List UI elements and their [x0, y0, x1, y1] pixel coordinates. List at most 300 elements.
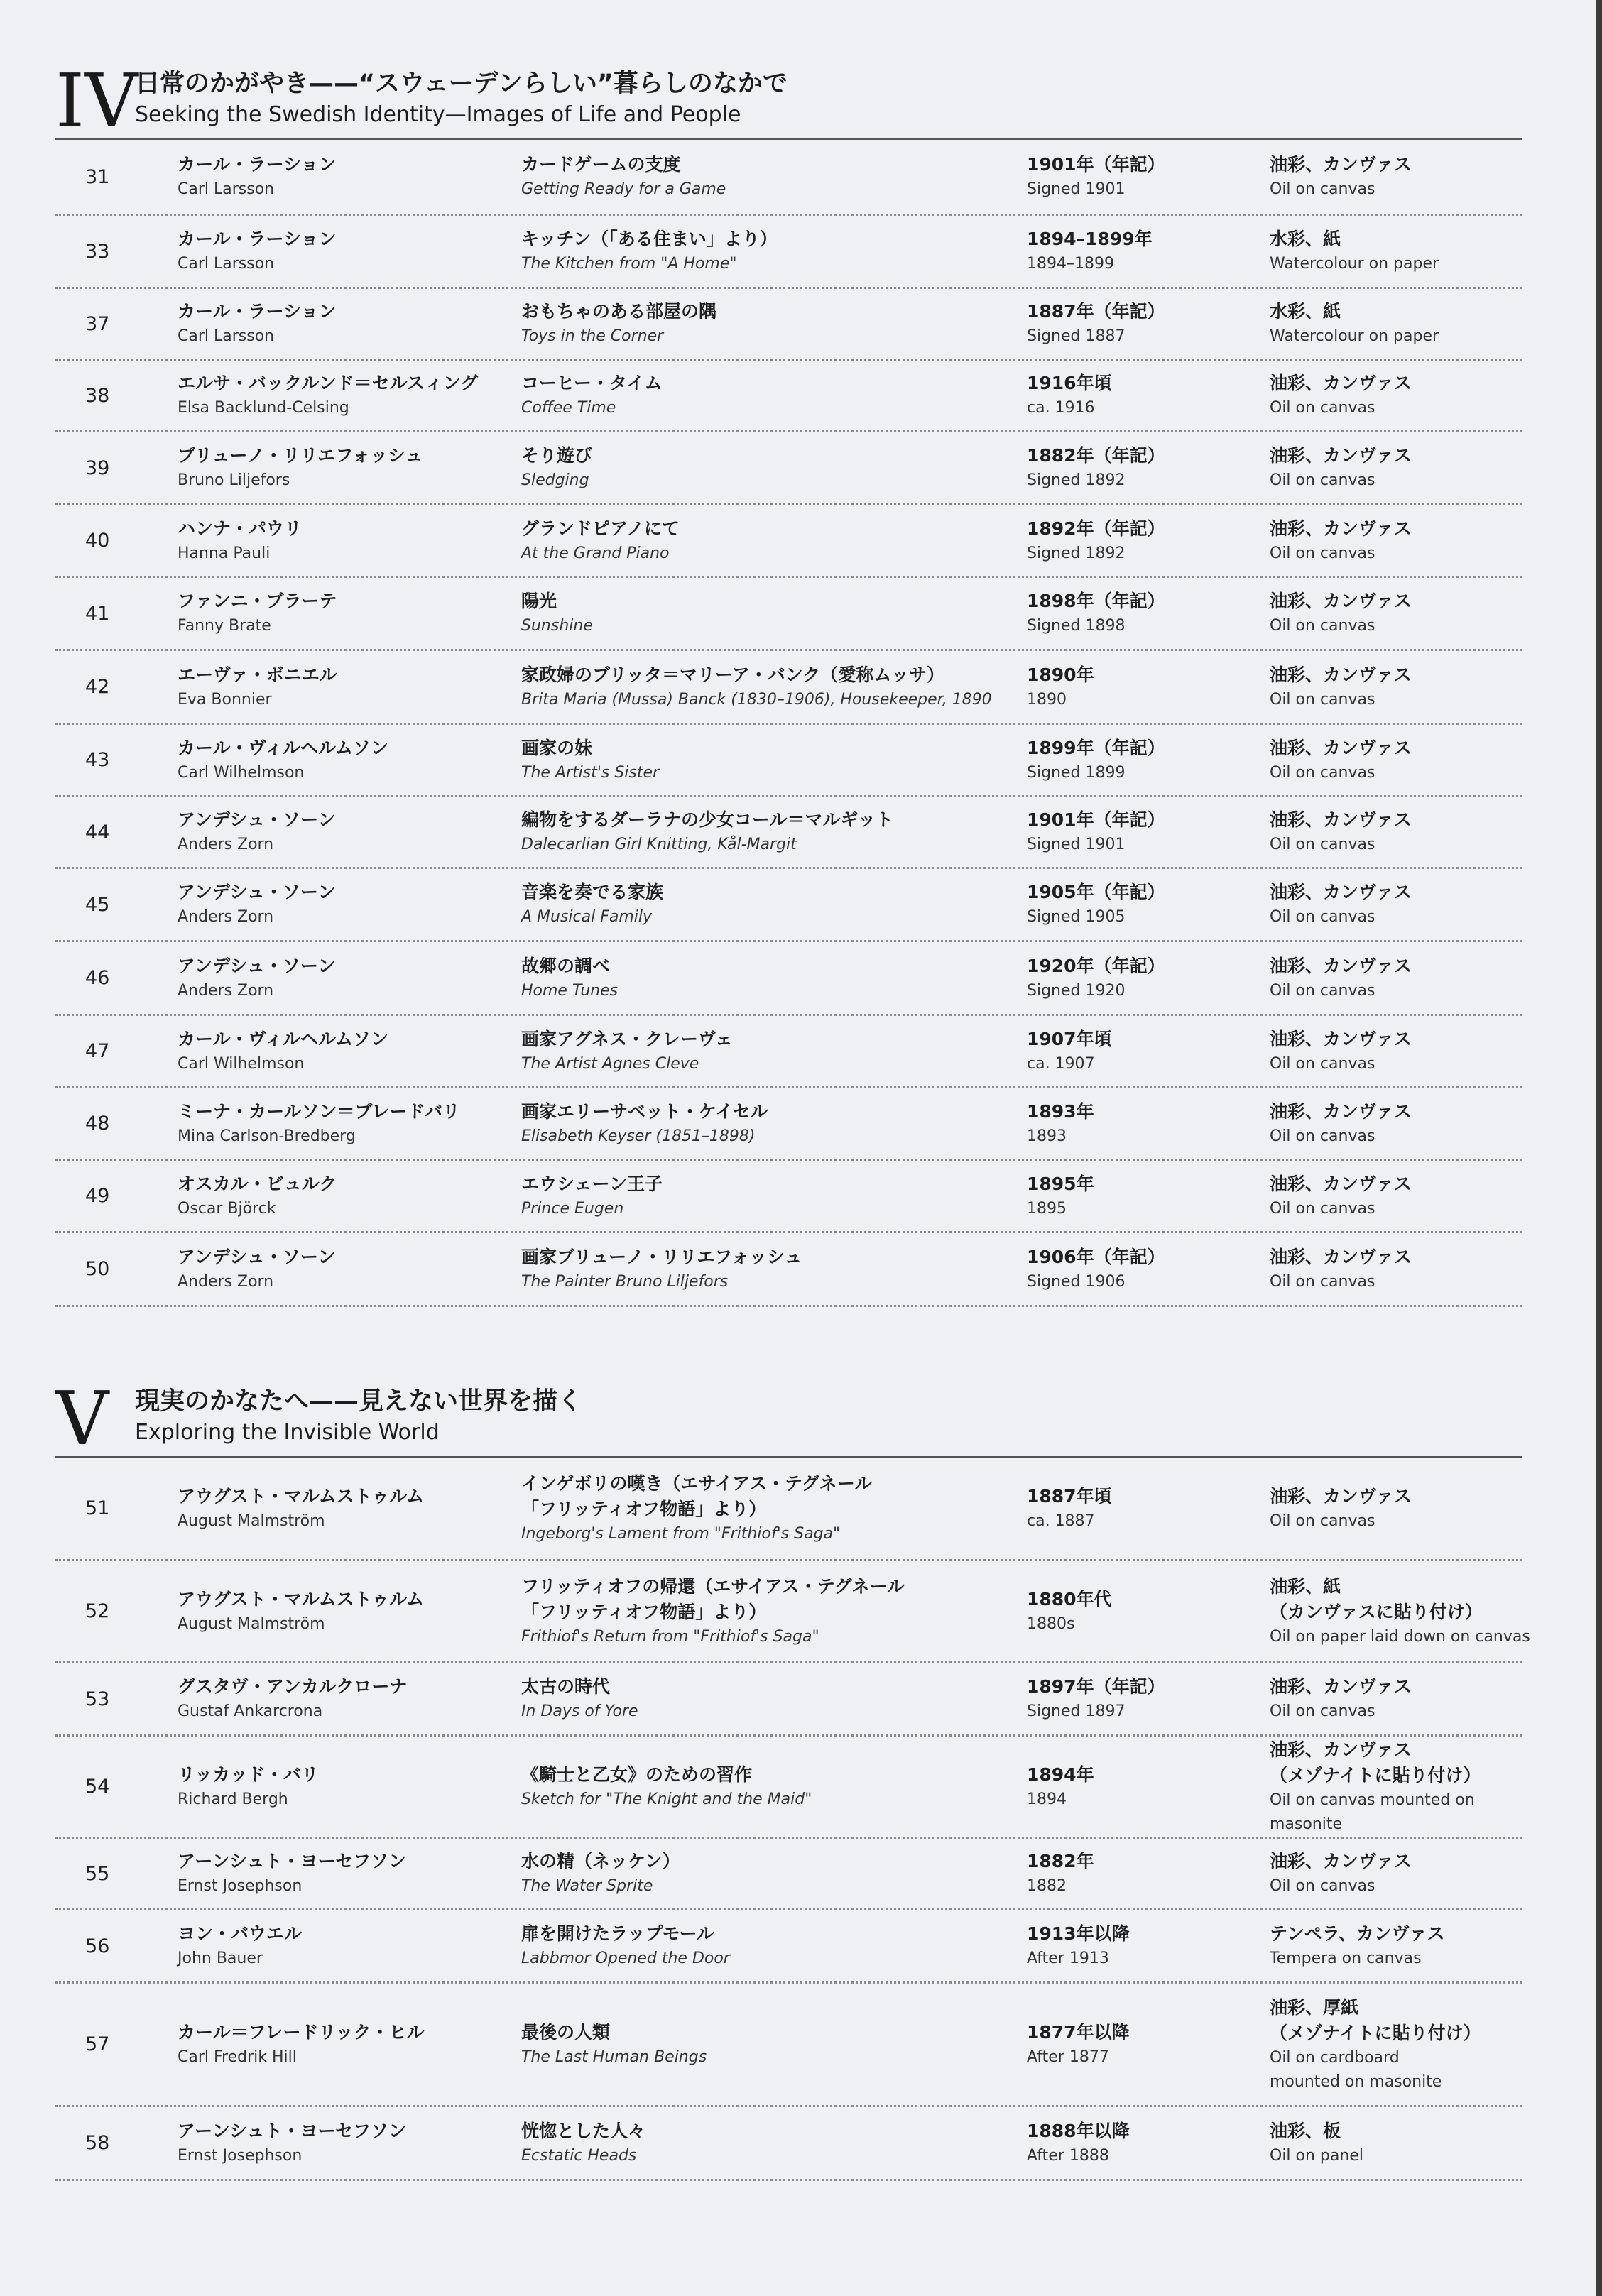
date-cell [1027, 1921, 1270, 1971]
medium-en: Oil on canvas [1270, 690, 1375, 709]
artist-cell [178, 880, 521, 929]
medium-cell [1270, 880, 1540, 929]
artist-name-jp: アーンシュト・ヨーセフソン [178, 2120, 407, 2141]
artist-name-en: Elsa Backlund-Celsing [178, 399, 349, 417]
artist-name-jp: アンデシュ・ソーン [178, 809, 336, 830]
medium-cell [1270, 371, 1540, 420]
artist-name-jp: カール・ヴィルヘルムソン [178, 737, 389, 758]
section-header [55, 1375, 1522, 1462]
date-cell [1027, 662, 1270, 712]
medium-cell [1270, 1674, 1540, 1724]
date-en: Signed 1898 [1027, 617, 1126, 635]
date-en: Signed 1892 [1027, 544, 1126, 562]
medium-cell [1270, 1245, 1540, 1294]
medium-cell [1270, 1849, 1540, 1898]
date-jp: 1901年（年記） [1027, 154, 1165, 175]
medium-en: Oil on canvas [1270, 544, 1375, 562]
date-jp: 1895年 [1027, 1173, 1094, 1194]
catalogue-row [55, 1088, 1522, 1161]
medium-en: Oil on canvas [1270, 1127, 1375, 1145]
date-jp: 1894–1899年 [1027, 229, 1153, 249]
date-en: 1890 [1027, 690, 1067, 709]
artist-cell [178, 1762, 521, 1812]
section-titles [132, 67, 788, 134]
date-en: 1894–1899 [1027, 255, 1114, 273]
artist-cell [178, 807, 521, 857]
artist-name-en: Carl Wilhelmson [178, 763, 305, 782]
medium-en: Oil on canvas [1270, 1054, 1375, 1073]
title-en: Elisabeth Keyser (1851–1898) [521, 1127, 756, 1145]
date-cell [1027, 443, 1270, 493]
date-en: 1895 [1027, 1199, 1067, 1218]
medium-en: Oil on canvas [1270, 1702, 1375, 1720]
catalogue-number: 57 [85, 2033, 110, 2055]
date-jp: 1890年 [1027, 664, 1094, 685]
medium-cell [1270, 516, 1540, 566]
medium-jp: 水彩、紙 [1270, 301, 1341, 322]
title-en: In Days of Yore [521, 1702, 638, 1720]
artist-cell [178, 2119, 521, 2168]
artist-name-jp: ハンナ・パウリ [178, 518, 303, 539]
title-cell [521, 1574, 1027, 1649]
artist-cell [178, 662, 521, 712]
title-cell [521, 1762, 1027, 1812]
date-jp: 1882年 [1027, 1851, 1094, 1871]
date-jp: 1877年以降 [1027, 2021, 1130, 2043]
title-cell [521, 226, 1027, 276]
date-cell [1027, 589, 1270, 638]
date-en: ca. 1916 [1027, 399, 1095, 417]
date-jp: 1880年代 [1027, 1588, 1112, 1609]
medium-jp: 油彩、カンヴァス [1270, 591, 1412, 611]
date-en: Signed 1897 [1027, 1702, 1126, 1720]
section-header [55, 58, 1522, 144]
medium-jp: 油彩、カンヴァス [1270, 1485, 1412, 1507]
medium-jp: 油彩、カンヴァス [1270, 1851, 1412, 1871]
title-jp: フリッティオフの帰還（エサイアス・テグネール [521, 1575, 905, 1597]
date-en: Signed 1905 [1027, 908, 1126, 926]
date-en: Signed 1906 [1027, 1272, 1126, 1291]
title-cell [521, 1921, 1027, 1971]
section-gap [55, 1307, 1522, 1385]
date-en: Signed 1920 [1027, 981, 1126, 1000]
catalogue-content [55, 58, 1530, 2181]
date-cell [1027, 1484, 1270, 1534]
artist-cell [178, 443, 521, 493]
title-jp: そり遊び [521, 445, 593, 466]
catalogue-row [55, 1910, 1522, 1984]
title-jp: 陽光 [521, 591, 557, 611]
date-jp: 1894年 [1027, 1764, 1094, 1785]
artist-cell [178, 1484, 521, 1534]
artist-cell [178, 1027, 521, 1076]
medium-en: Oil on cardboard [1270, 2048, 1400, 2067]
date-cell [1027, 2119, 1270, 2168]
medium-jp: 油彩、カンヴァス [1270, 737, 1412, 758]
medium-en: Watercolour on paper [1270, 255, 1439, 273]
title-en: Brita Maria (Mussa) Banck (1830–1906), Housekeeper, 1890 [521, 690, 992, 709]
medium-en: Oil on canvas [1270, 399, 1375, 417]
artist-name-jp: アンデシュ・ソーン [178, 955, 336, 976]
medium-cell [1270, 953, 1540, 1003]
catalogue-number: 46 [85, 967, 110, 989]
artist-name-en: Carl Wilhelmson [178, 1054, 305, 1073]
date-jp: 1893年 [1027, 1100, 1094, 1122]
section-title-jp: 日常のかがやき——“スウェーデンらしい”暮らしのなかで [135, 70, 788, 98]
artist-name-en: Carl Larsson [178, 180, 275, 198]
title-en: The Artist's Sister [521, 763, 660, 782]
title-en: The Water Sprite [521, 1877, 653, 1895]
catalogue-row [55, 1016, 1522, 1088]
title-cell [521, 152, 1027, 202]
artist-name-en: Bruno Liljefors [178, 471, 290, 489]
date-jp: 1913年以降 [1027, 1923, 1130, 1944]
artist-name-jp: アウグスト・マルムストゥルム [178, 1485, 425, 1507]
medium-jp: 水彩、紙 [1270, 229, 1341, 249]
date-jp: 1907年頃 [1027, 1028, 1112, 1049]
title-jp: 故郷の調べ [521, 955, 611, 976]
artist-name-en: Mina Carlson-Bredberg [178, 1127, 356, 1145]
catalogue-number: 45 [85, 893, 110, 916]
title-jp: エウシェーン王子 [521, 1173, 663, 1194]
title-jp: グランドピアノにて [521, 518, 680, 539]
date-jp: 1899年（年記） [1027, 737, 1165, 758]
date-en: 1894 [1027, 1790, 1067, 1808]
medium-cell [1270, 299, 1540, 349]
title-jp: 「フリッティオフ物語」より） [521, 1498, 767, 1519]
title-en: Sketch for "The Knight and the Maid" [521, 1790, 812, 1808]
artist-name-jp: アンデシュ・ソーン [178, 1246, 336, 1267]
medium-en: Oil on canvas [1270, 1272, 1375, 1291]
medium-cell [1270, 443, 1540, 493]
date-en: After 1888 [1027, 2146, 1109, 2165]
date-cell [1027, 1099, 1270, 1149]
date-en: Signed 1901 [1027, 836, 1126, 853]
date-en: After 1877 [1027, 2048, 1109, 2066]
artist-name-en: Anders Zorn [178, 836, 274, 853]
title-jp: 水の精（ネッケン） [521, 1851, 680, 1871]
date-jp: 1892年（年記） [1027, 518, 1165, 539]
artist-name-jp: カール・ラーション [178, 301, 337, 322]
medium-jp: （カンヴァスに貼り付け） [1270, 1601, 1483, 1622]
medium-cell [1270, 1574, 1540, 1649]
artist-name-en: Anders Zorn [178, 908, 274, 926]
title-jp: 画家アグネス・クレーヴェ [521, 1028, 734, 1049]
catalogue-row [55, 869, 1522, 942]
medium-jp: 油彩、紙 [1270, 1575, 1341, 1597]
artist-name-en: Gustaf Ankarcrona [178, 1702, 323, 1720]
artist-name-jp: カール・ラーション [178, 229, 337, 249]
title-jp: キッチン（「ある住まい」より） [521, 229, 778, 249]
date-en: Signed 1887 [1027, 327, 1126, 345]
date-cell [1027, 736, 1270, 785]
title-cell [521, 1027, 1027, 1076]
medium-cell [1270, 1027, 1540, 1076]
catalogue-number: 47 [85, 1040, 110, 1062]
artist-cell [178, 1674, 521, 1724]
date-jp: 1887年（年記） [1027, 301, 1165, 322]
artist-name-jp: オスカル・ビュルク [178, 1173, 337, 1194]
date-jp: 1882年（年記） [1027, 445, 1165, 466]
catalogue-row [55, 2107, 1522, 2181]
medium-cell [1270, 1995, 1540, 2094]
date-jp: 1888年以降 [1027, 2120, 1130, 2141]
medium-jp: 油彩、カンヴァス [1270, 1246, 1412, 1267]
title-en: Frithiof's Return from "Frithiof's Saga" [521, 1627, 819, 1646]
artist-name-jp: ミーナ・カールソン＝ブレードバリ [178, 1100, 461, 1122]
title-cell [521, 516, 1027, 566]
medium-jp: 油彩、厚紙 [1270, 1996, 1359, 2018]
catalogue-row [55, 505, 1522, 578]
artist-name-en: Ernst Josephson [178, 2146, 303, 2165]
artist-name-en: John Bauer [178, 1950, 263, 1967]
catalogue-row [55, 1458, 1522, 1561]
artist-cell [178, 516, 521, 566]
title-en: Dalecarlian Girl Knitting, Kål-Margit [521, 836, 797, 853]
medium-jp: 油彩、カンヴァス [1270, 1100, 1412, 1122]
medium-jp: 油彩、カンヴァス [1270, 882, 1412, 902]
section-title-jp: 現実のかなたへ——見えない世界を描く [135, 1387, 583, 1416]
title-en: At the Grand Piano [521, 544, 670, 562]
medium-cell [1270, 1171, 1540, 1221]
title-jp: 恍惚とした人々 [521, 2120, 646, 2141]
catalogue-number: 38 [85, 384, 110, 407]
title-en: The Painter Bruno Liljefors [521, 1272, 729, 1291]
catalogue-number: 37 [85, 312, 110, 335]
artist-cell [178, 1921, 521, 1971]
date-en: Signed 1899 [1027, 763, 1126, 782]
date-jp: 1897年（年記） [1027, 1676, 1165, 1697]
artist-name-jp: アンデシュ・ソーン [178, 882, 336, 902]
catalogue-row [55, 1663, 1522, 1737]
title-en: A Musical Family [521, 908, 653, 926]
title-cell [521, 662, 1027, 712]
catalogue-number: 33 [85, 240, 110, 263]
artist-name-en: Hanna Pauli [178, 544, 271, 562]
medium-en: Oil on canvas [1270, 908, 1375, 926]
title-en: The Artist Agnes Cleve [521, 1054, 699, 1073]
title-cell [521, 1245, 1027, 1294]
artist-name-jp: ファンニ・ブラーテ [178, 591, 337, 611]
catalogue-number: 50 [85, 1258, 110, 1280]
title-cell [521, 1471, 1027, 1546]
medium-en: Oil on canvas [1270, 1199, 1375, 1218]
medium-en: Watercolour on paper [1270, 327, 1439, 345]
catalogue-number: 56 [85, 1935, 110, 1957]
medium-cell [1270, 807, 1540, 857]
title-cell [521, 1171, 1027, 1221]
title-jp: おもちゃのある部屋の隅 [521, 301, 717, 322]
catalogue-number: 43 [85, 749, 110, 771]
medium-en: Oil on canvas [1270, 471, 1375, 489]
date-cell [1027, 1762, 1270, 1812]
date-en: Signed 1901 [1027, 180, 1126, 198]
medium-jp: 油彩、カンヴァス [1270, 445, 1412, 466]
artist-name-en: August Malmström [178, 1614, 325, 1633]
catalogue-row [55, 432, 1522, 505]
catalogue-row [55, 361, 1522, 432]
title-jp: インゲボリの嘆き（エサイアス・テグネール [521, 1472, 873, 1494]
title-jp: カードゲームの支度 [521, 154, 681, 175]
artist-name-en: Carl Fredrik Hill [178, 2048, 297, 2066]
date-en: 1880s [1027, 1614, 1075, 1633]
catalogue-row [55, 140, 1522, 216]
artist-name-en: Richard Bergh [178, 1790, 288, 1808]
date-jp: 1898年（年記） [1027, 591, 1165, 611]
catalogue-row [55, 797, 1522, 869]
title-en: Labbmor Opened the Door [521, 1950, 730, 1967]
artist-name-en: Eva Bonnier [178, 690, 272, 709]
medium-en: Tempera on canvas [1270, 1950, 1422, 1967]
artist-cell [178, 1849, 521, 1898]
catalogue-number: 53 [85, 1688, 110, 1710]
date-jp: 1906年（年記） [1027, 1246, 1165, 1267]
catalogue-row [55, 1561, 1530, 1663]
title-cell [521, 1849, 1027, 1898]
title-cell [521, 736, 1027, 785]
title-cell [521, 443, 1027, 493]
date-en: After 1913 [1027, 1950, 1109, 1967]
artist-name-jp: エルサ・バックルンド＝セルスィング [178, 373, 479, 393]
artist-cell [178, 736, 521, 785]
medium-cell [1270, 736, 1540, 785]
title-en: Ecstatic Heads [521, 2146, 637, 2165]
date-cell [1027, 1674, 1270, 1724]
artist-name-jp: アウグスト・マルムストゥルム [178, 1588, 425, 1609]
title-cell [521, 299, 1027, 349]
artist-cell [178, 1245, 521, 1294]
section-numeral: IV [55, 58, 138, 144]
title-en: The Kitchen from "A Home" [521, 255, 737, 273]
title-jp: 家政婦のブリッタ＝マリーア・バンク（愛称ムッサ） [521, 664, 945, 685]
medium-cell [1270, 1921, 1540, 1971]
date-jp: 1901年（年記） [1027, 809, 1165, 830]
medium-jp: 油彩、カンヴァス [1270, 809, 1412, 830]
medium-cell [1270, 1737, 1540, 1837]
title-jp: 画家の妹 [521, 737, 593, 758]
title-en: Getting Ready for a Game [521, 180, 726, 198]
catalogue-number: 58 [85, 2132, 110, 2154]
medium-jp: 油彩、カンヴァス [1270, 955, 1412, 976]
medium-en: Oil on panel [1270, 2146, 1363, 2165]
catalogue-number: 44 [85, 821, 110, 843]
title-jp: 《騎士と乙女》のための習作 [521, 1764, 753, 1785]
medium-en: Oil on canvas [1270, 617, 1375, 635]
date-cell [1027, 1245, 1270, 1294]
artist-name-en: Carl Larsson [178, 255, 275, 273]
artist-name-en: Ernst Josephson [178, 1877, 303, 1895]
catalogue-number: 48 [85, 1113, 110, 1135]
title-jp: 太古の時代 [521, 1676, 611, 1697]
medium-cell [1270, 2119, 1540, 2168]
title-cell [521, 880, 1027, 929]
catalogue-row [55, 1839, 1522, 1910]
artist-cell [178, 953, 521, 1003]
catalogue-number: 31 [85, 165, 110, 188]
medium-jp: 油彩、カンヴァス [1270, 1676, 1412, 1697]
title-jp: 画家ブリューノ・リリエフォッシュ [521, 1246, 802, 1267]
medium-en: Oil on canvas mounted on masonite [1270, 1791, 1475, 1833]
title-cell [521, 953, 1027, 1003]
title-jp: 「フリッティオフ物語」より） [521, 1601, 767, 1622]
date-en: 1893 [1027, 1127, 1067, 1145]
catalogue-row [55, 1984, 1522, 2107]
artist-name-jp: カール＝フレードリック・ヒル [178, 2021, 425, 2043]
date-cell [1027, 516, 1270, 566]
artist-name-en: Anders Zorn [178, 981, 274, 1000]
date-cell [1027, 2020, 1270, 2070]
catalogue-number: 42 [85, 676, 110, 698]
title-jp: 扉を開けたラップモール [521, 1923, 715, 1944]
date-cell [1027, 1849, 1270, 1898]
artist-name-jp: エーヴァ・ボニエル [178, 664, 337, 685]
title-cell [521, 2119, 1027, 2168]
title-cell [521, 807, 1027, 857]
medium-cell [1270, 152, 1540, 202]
medium-jp: テンペラ、カンヴァス [1270, 1923, 1445, 1944]
date-cell [1027, 880, 1270, 929]
artist-name-jp: リッカッド・バリ [178, 1764, 319, 1785]
medium-jp: 油彩、カンヴァス [1270, 664, 1412, 685]
title-en: Coffee Time [521, 399, 616, 417]
catalogue-row [55, 1161, 1522, 1233]
section-numeral: V [55, 1375, 109, 1462]
medium-jp: （メゾナイトに貼り付け） [1270, 1764, 1481, 1786]
date-cell [1027, 1027, 1270, 1076]
title-cell [521, 1674, 1027, 1724]
date-cell [1027, 807, 1270, 857]
artist-name-en: August Malmström [178, 1511, 325, 1530]
catalogue-number: 55 [85, 1862, 110, 1885]
title-cell [521, 1099, 1027, 1149]
medium-en: Oil on paper laid down on canvas [1270, 1627, 1530, 1646]
artist-name-jp: カール・ラーション [178, 154, 337, 175]
medium-en: mounted on masonite [1270, 2072, 1442, 2091]
artist-cell [178, 1099, 521, 1149]
date-cell [1027, 953, 1270, 1003]
catalogue-number: 39 [85, 457, 110, 479]
medium-en: Oil on canvas [1270, 180, 1375, 198]
medium-cell [1270, 589, 1540, 638]
title-en: Toys in the Corner [521, 327, 664, 345]
medium-jp: 油彩、カンヴァス [1270, 373, 1412, 393]
artist-cell [178, 1587, 521, 1636]
catalogue-row [55, 942, 1522, 1016]
artist-name-en: Carl Larsson [178, 327, 275, 345]
medium-en: Oil on canvas [1270, 763, 1375, 782]
catalogue-number: 52 [85, 1600, 110, 1622]
artist-cell [178, 1171, 521, 1221]
date-cell [1027, 1587, 1270, 1636]
section-title-en: Seeking the Swedish Identity—Images of Life and People [135, 102, 741, 127]
artist-name-jp: カール・ヴィルヘルムソン [178, 1028, 389, 1049]
artist-cell [178, 2020, 521, 2070]
date-cell [1027, 299, 1270, 349]
medium-cell [1270, 1484, 1540, 1534]
medium-jp: 油彩、板 [1270, 2120, 1341, 2141]
medium-cell [1270, 1099, 1540, 1149]
medium-jp: 油彩、カンヴァス [1270, 518, 1412, 539]
catalogue-row [55, 578, 1522, 651]
artist-cell [178, 152, 521, 202]
title-en: Prince Eugen [521, 1199, 624, 1218]
title-en: Sledging [521, 471, 589, 489]
date-cell [1027, 1171, 1270, 1221]
artist-cell [178, 226, 521, 276]
catalogue-number: 40 [85, 530, 110, 552]
artist-name-jp: ブリューノ・リリエフォッシュ [178, 445, 423, 466]
artist-name-en: Anders Zorn [178, 1272, 274, 1291]
